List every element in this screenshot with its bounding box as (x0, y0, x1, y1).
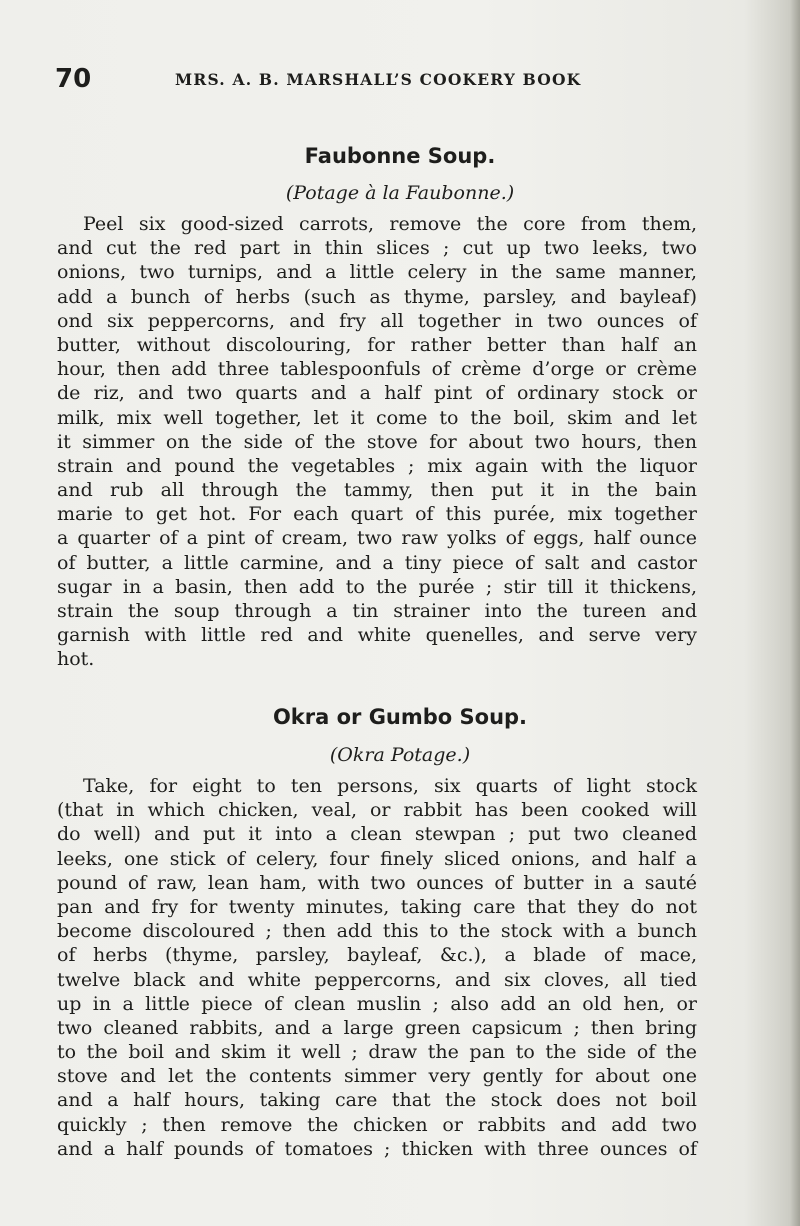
text-line: sugar in a basin, then add to the purée ; stir till it thickens, (57, 575, 697, 598)
text-line: and rub all through the tammy, then put it in the bain (57, 479, 697, 502)
recipe-subtitle-faubonne: (Potage à la Faubonne.) (285, 182, 515, 204)
text-line: Take, for eight to ten persons, six quarts of light stock (83, 775, 697, 797)
text-line: garnish with little red and white quenelles, and serve very (57, 624, 697, 647)
text-line: quickly ; then remove the chicken or rabbits and add two (57, 1113, 697, 1136)
text-line: hot. (57, 648, 95, 671)
text-line: leeks, one stick of celery, four finely sliced onions, and half a (57, 847, 697, 870)
recipe-title-faubonne: Faubonne Soup. (304, 144, 496, 168)
book-title: MRS. A. B. MARSHALL’S COOKERY BOOK (175, 70, 582, 89)
text-line: of butter, a little carmine, and a tiny piece of salt and castor (57, 551, 697, 574)
text-line: strain and pound the vegetables ; mix again with the liquor (57, 454, 697, 477)
text-line: ond six peppercorns, and fry all together in two ounces of (57, 309, 697, 332)
text-line: add a bunch of herbs (such as thyme, parsley, and bayleaf) (57, 285, 697, 308)
text-line: strain the soup through a tin strainer into the tureen and (57, 600, 697, 622)
text-line: pan and fry for twenty minutes, taking care that they do not (57, 895, 697, 918)
text-line: up in a little piece of clean muslin ; also add an old hen, or (57, 992, 697, 1015)
recipe-body-faubonne (57, 212, 697, 672)
text-line: it simmer on the side of the stove for about two hours, then (57, 430, 697, 453)
text-line: and cut the red part in thin slices ; cut up two leeks, two (57, 237, 697, 260)
recipe-title-okra: Okra or Gumbo Soup. (272, 705, 528, 729)
text-line: and a half pounds of tomatoes ; thicken with three ounces of (57, 1137, 697, 1160)
text-line: de riz, and two quarts and a half pint of ordinary stock or (57, 382, 697, 405)
text-line: of herbs (thyme, parsley, bayleaf, &c.), a blade of mace, (57, 944, 697, 967)
page-number: 70 (55, 64, 92, 94)
text-line: onions, two turnips, and a little celery in the same manner, (57, 261, 697, 284)
recipe-subtitle-okra: (Okra Potage.) (329, 744, 471, 766)
text-line: marie to get hot. For each quart of this purée, mix together (57, 503, 697, 526)
text-line: twelve black and white peppercorns, and six cloves, all tied (57, 968, 697, 991)
text-line: a quarter of a pint of cream, two raw yolks of eggs, half ounce (57, 527, 697, 550)
text-line: (that in which chicken, veal, or rabbit has been cooked will (57, 799, 697, 822)
text-line: two cleaned rabbits, and a large green capsicum ; then bring (57, 1016, 697, 1039)
text-line: do well) and put it into a clean stewpan ; put two cleaned (57, 823, 697, 846)
text-line: Peel six good-sized carrots, remove the core from them, (83, 213, 697, 235)
text-line: butter, without discolouring, for rather better than half an (57, 333, 697, 356)
text-line: milk, mix well together, let it come to the boil, skim and let (57, 406, 697, 429)
text-line: and a half hours, taking care that the stock does not boil (57, 1089, 697, 1112)
text-line: to the boil and skim it well ; draw the pan to the side of the (57, 1041, 697, 1064)
running-head (55, 64, 695, 96)
recipe-body-okra (57, 774, 697, 1161)
text-line: become discoloured ; then add this to the stock with a bunch (57, 920, 697, 943)
text-line: hour, then add three tablespoonfuls of crème d’orge or crème (57, 358, 697, 381)
text-line: stove and let the contents simmer very gently for about one (57, 1065, 697, 1088)
page-edge-shadow (790, 0, 800, 1226)
text-line: pound of raw, lean ham, with two ounces of butter in a sauté (57, 871, 697, 894)
